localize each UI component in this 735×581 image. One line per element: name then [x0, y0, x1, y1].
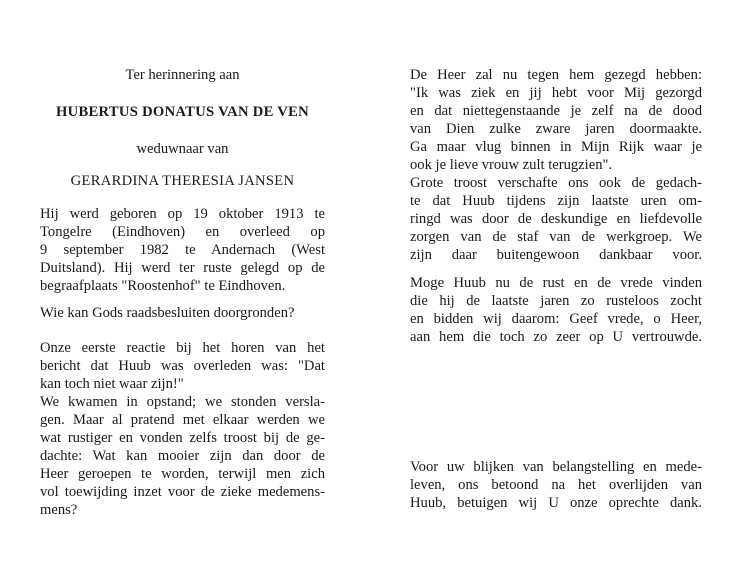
intro-line: Ter herinnering aan: [125, 67, 240, 83]
text-line: Duitsland). Hij werd ter ruste gelegd op de: [40, 260, 325, 276]
spouse-name: GERARDINA THERESIA JANSEN: [70, 173, 295, 189]
text-line: Tongelre (Eindhoven) en overleed op: [40, 224, 325, 240]
text-line: Voor uw blijken van belangstelling en mede-: [410, 459, 702, 475]
text-line: Onze eerste reactie bij het horen van het: [40, 340, 325, 356]
text-line: 9 september 1982 te Andernach (West: [40, 242, 325, 258]
relation-line: weduwnaar van: [136, 141, 229, 157]
text-line: Grote troost verschafte ons ook de gedach-: [410, 175, 702, 191]
text-line: begraafplaats "Roostenhof" te Eindhoven.: [40, 278, 286, 294]
text-line: dachte: Wat kan mooier zijn dan door de: [40, 448, 325, 464]
text-line: Moge Huub nu de rust en de vrede vinden: [410, 275, 702, 291]
deceased-name: HUBERTUS DONATUS VAN DE VEN: [55, 104, 310, 120]
text-line: vol toewijding inzet voor de zieke medemens-: [40, 484, 325, 500]
text-line: Wie kan Gods raadsbesluiten doorgronden?: [40, 305, 295, 321]
text-line: ringd was door de deskundige en liefdevolle: [410, 211, 702, 227]
text-line: zorgen van de staf van de werkgroep. We: [410, 229, 702, 245]
text-line: te dat Huub tijdens zijn laatste uren om-: [410, 193, 702, 209]
text-line: Huub, betuigen wij U onze oprechte dank.: [410, 495, 702, 511]
text-line: Heer geroepen te worden, terwijl men zich: [40, 466, 325, 482]
text-line: zijn daar buitengewoon dankbaar voor.: [410, 247, 702, 263]
text-line: en bidden wij daarom: Geef vrede, o Heer,: [410, 311, 702, 327]
text-line: Ga maar vlug binnen in Mijn Rijk waar je: [410, 139, 702, 155]
text-line: "Ik was ziek en jij hebt voor Mij gezorgd: [410, 85, 702, 101]
text-line: en dat niettegenstaande je zelf na de dood: [410, 103, 702, 119]
text-line: aan hem die toch zo zeer op U vertrouwde.: [410, 329, 702, 345]
text-line: mens?: [40, 502, 78, 518]
text-line: leven, ons betoond na het overlijden van: [410, 477, 702, 493]
text-line: We kwamen in opstand; we stonden versla-: [40, 394, 325, 410]
text-line: kan toch niet waar zijn!": [40, 376, 184, 392]
text-line: wat rustiger en vonden zelfs troost bij de ge-: [40, 430, 325, 446]
text-line: Hij werd geboren op 19 oktober 1913 te: [40, 206, 325, 222]
text-line: gen. Maar al pratend met elkaar werden we: [40, 412, 325, 428]
text-line: die hij de laatste jaren zo rusteloos zocht: [410, 293, 702, 309]
text-line: bericht dat Huub was overleden was: "Dat: [40, 358, 325, 374]
text-line: ook je lieve vrouw zult terugzien".: [410, 157, 613, 173]
text-line: van Dien zulke zware jaren doormaakte.: [410, 121, 702, 137]
text-line: De Heer zal nu tegen hem gezegd hebben:: [410, 67, 702, 83]
